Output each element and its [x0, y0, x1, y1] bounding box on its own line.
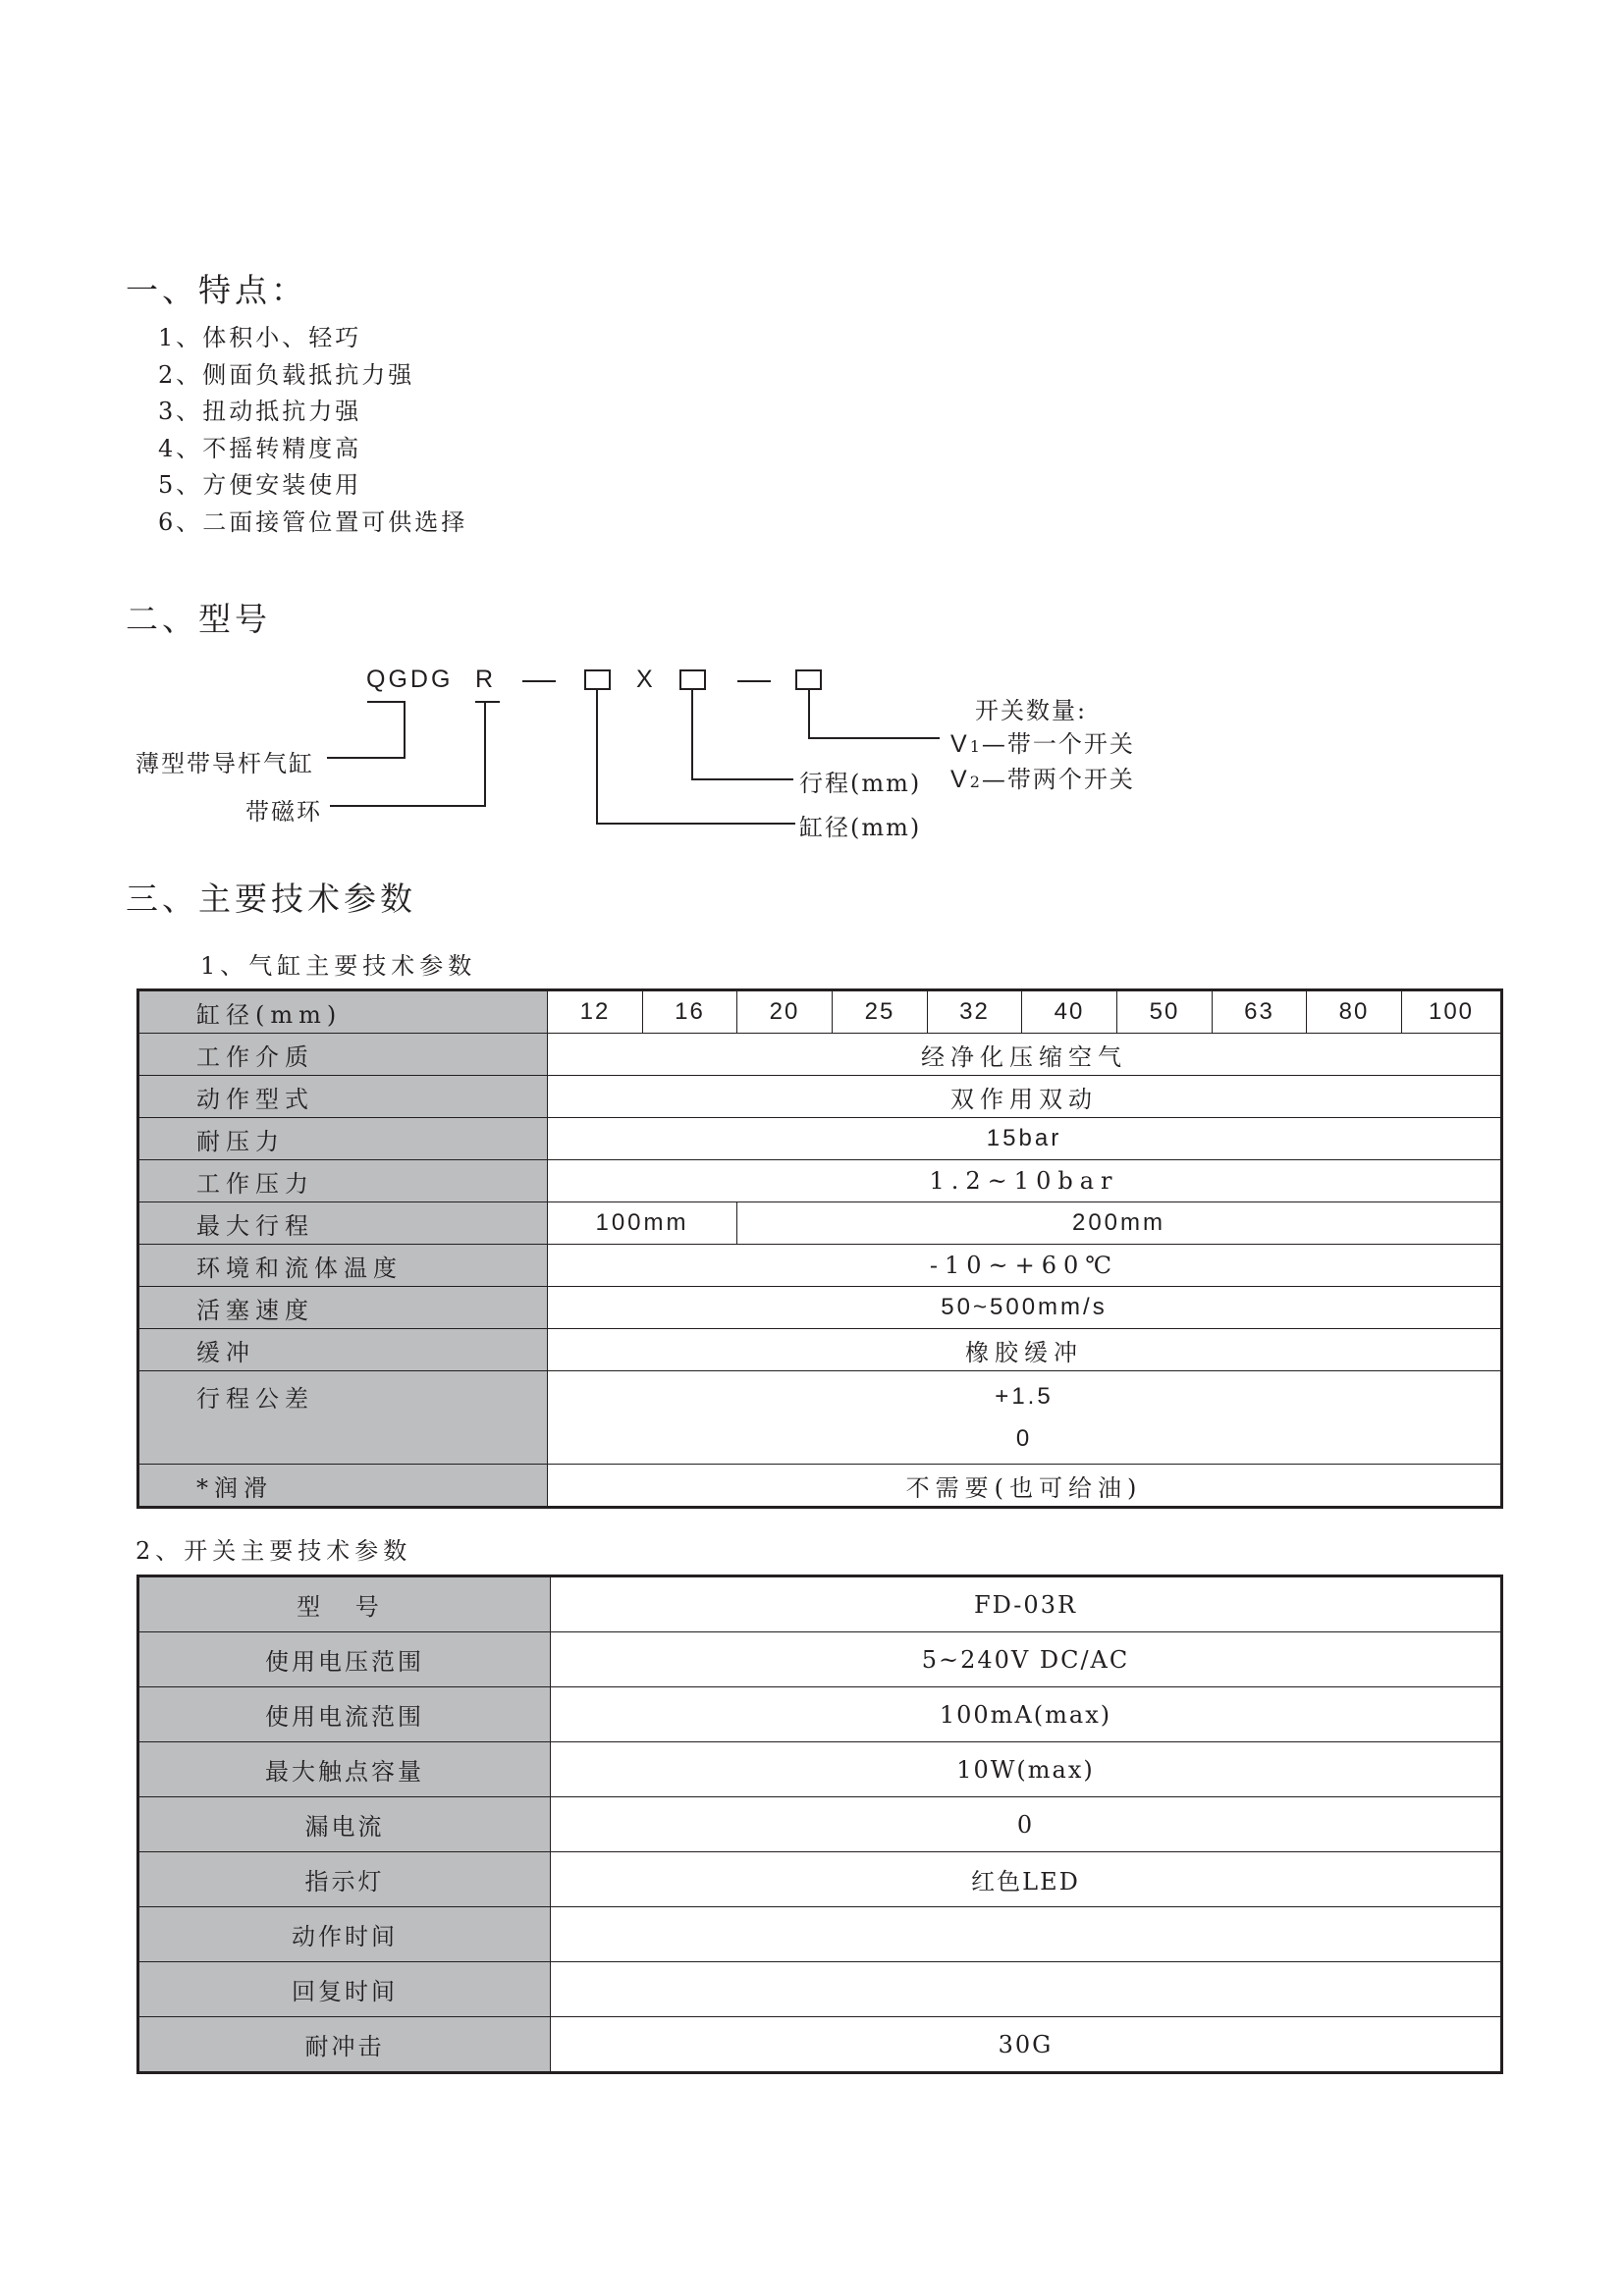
row-value: 10W(max)	[551, 1742, 1502, 1797]
row-label: *润滑	[138, 1465, 548, 1508]
bore-cell: 16	[643, 990, 737, 1034]
leader-line	[404, 701, 406, 759]
table-row	[138, 1576, 1502, 1632]
row-label: 动作型式	[138, 1076, 548, 1118]
row-label: 耐冲击	[138, 2017, 551, 2073]
leader-line	[596, 690, 598, 825]
table-row	[138, 1852, 1502, 1907]
feature-list	[158, 320, 467, 541]
tolerance-lower: 0	[1015, 1425, 1033, 1452]
bore-cell: 40	[1022, 990, 1117, 1034]
row-value: 15bar	[548, 1118, 1502, 1160]
row-value: FD-03R	[551, 1576, 1502, 1632]
feature-item: 6、二面接管位置可供选择	[158, 507, 468, 536]
row-value: 100mm	[548, 1202, 737, 1245]
row-value: 30G	[551, 2017, 1502, 2073]
row-value: 0	[551, 1797, 1502, 1852]
feature-item: 2、侧面负载抵抗力强	[158, 360, 415, 389]
row-label: 工作压力	[138, 1160, 548, 1202]
table-row	[138, 1245, 1502, 1287]
row-label: 使用电流范围	[138, 1687, 551, 1742]
table-row	[138, 1962, 1502, 2017]
code-qgdg: QGDG	[366, 666, 454, 693]
row-label: 行程公差	[138, 1371, 548, 1465]
leader-line	[808, 737, 940, 739]
label-v2: V2—带两个开关	[950, 766, 1135, 793]
table2-caption: 2、开关主要技术参数	[135, 1537, 412, 1565]
row-label: 耐压力	[138, 1118, 548, 1160]
feature-item: 5、方便安装使用	[158, 471, 362, 499]
label-bore: 缸径(mm)	[799, 814, 922, 841]
row-label: 动作时间	[138, 1907, 551, 1962]
leader-line	[596, 823, 795, 825]
code-box-bore	[584, 669, 611, 690]
row-value: -10~+60℃	[548, 1245, 1502, 1287]
leader-line	[691, 778, 793, 780]
table-row	[138, 1034, 1502, 1076]
row-value	[551, 1962, 1502, 2017]
code-box-switch	[795, 669, 822, 690]
section2-title: 二、型号	[126, 600, 271, 638]
row-value	[551, 1907, 1502, 1962]
code-r: R	[475, 666, 497, 693]
table-row	[138, 1465, 1502, 1508]
feature-item: 1、体积小、轻巧	[158, 324, 362, 351]
code-x: X	[636, 666, 656, 693]
row-value: 200mm	[737, 1202, 1502, 1245]
table-row	[138, 1160, 1502, 1202]
table-row	[138, 1076, 1502, 1118]
table-row	[138, 1797, 1502, 1852]
table-row	[138, 990, 1502, 1034]
row-label: 工作介质	[138, 1034, 548, 1076]
bore-cell: 50	[1117, 990, 1213, 1034]
bore-cell: 100	[1402, 990, 1502, 1034]
bore-cell: 12	[548, 990, 643, 1034]
table-row	[138, 1371, 1502, 1465]
row-label: 最大行程	[138, 1202, 548, 1245]
row-value: 橡胶缓冲	[548, 1329, 1502, 1371]
code-box-stroke	[679, 669, 706, 690]
leader-line	[691, 690, 693, 780]
bore-cell: 32	[928, 990, 1022, 1034]
table-row	[138, 2017, 1502, 2073]
leader-line	[330, 805, 486, 807]
leader-line	[484, 701, 486, 807]
bore-cell: 80	[1307, 990, 1402, 1034]
row-label: 缸径(mm)	[138, 990, 548, 1034]
leader-line	[808, 690, 810, 739]
underline-r	[475, 701, 500, 703]
label-v1: V1—带一个开关	[950, 730, 1135, 758]
table-row	[138, 1118, 1502, 1160]
code-dash	[737, 680, 771, 682]
cylinder-spec-table	[136, 988, 1503, 1509]
row-label: 活塞速度	[138, 1287, 548, 1329]
label-magnet-ring: 带磁环	[245, 798, 322, 826]
row-value: 5~240V DC/AC	[551, 1632, 1502, 1687]
table-row	[138, 1329, 1502, 1371]
row-label: 回复时间	[138, 1962, 551, 2017]
label-switch-count: 开关数量:	[975, 697, 1088, 724]
leader-line	[327, 757, 406, 759]
bore-cell: 25	[833, 990, 928, 1034]
tolerance-upper: +1.5	[995, 1383, 1054, 1410]
row-label: 环境和流体温度	[138, 1245, 548, 1287]
table-row	[138, 1202, 1502, 1245]
row-label: 指示灯	[138, 1852, 551, 1907]
row-value: 红色LED	[551, 1852, 1502, 1907]
row-value: 不需要(也可给油)	[548, 1465, 1502, 1508]
code-dash	[522, 680, 556, 682]
section1-title: 一、特点：	[126, 271, 307, 309]
row-label: 型 号	[138, 1576, 551, 1632]
row-label: 最大触点容量	[138, 1742, 551, 1797]
table-row	[138, 1687, 1502, 1742]
row-label: 缓冲	[138, 1329, 548, 1371]
row-value	[548, 1371, 1502, 1465]
section3-title: 三、主要技术参数	[126, 880, 416, 918]
row-label: 漏电流	[138, 1797, 551, 1852]
feature-item: 3、扭动抵抗力强	[158, 398, 362, 425]
table-row	[138, 1907, 1502, 1962]
row-label: 使用电压范围	[138, 1632, 551, 1687]
underline-qgdg	[367, 701, 405, 703]
table-row	[138, 1632, 1502, 1687]
row-value: 1.2~10bar	[548, 1160, 1502, 1202]
row-value: 100mA(max)	[551, 1687, 1502, 1742]
row-value: 50~500mm/s	[548, 1287, 1502, 1329]
table1-caption: 1、气缸主要技术参数	[200, 952, 477, 980]
bore-cell: 20	[737, 990, 833, 1034]
table-row	[138, 1287, 1502, 1329]
row-value: 经净化压缩空气	[548, 1034, 1502, 1076]
table-row	[138, 1742, 1502, 1797]
switch-spec-table	[136, 1575, 1503, 2074]
label-stroke: 行程(mm)	[799, 770, 922, 797]
feature-item: 4、不摇转精度高	[158, 434, 362, 462]
bore-cell: 63	[1213, 990, 1307, 1034]
label-thin-guided-cylinder: 薄型带导杆气缸	[135, 750, 314, 777]
row-value: 双作用双动	[548, 1076, 1502, 1118]
